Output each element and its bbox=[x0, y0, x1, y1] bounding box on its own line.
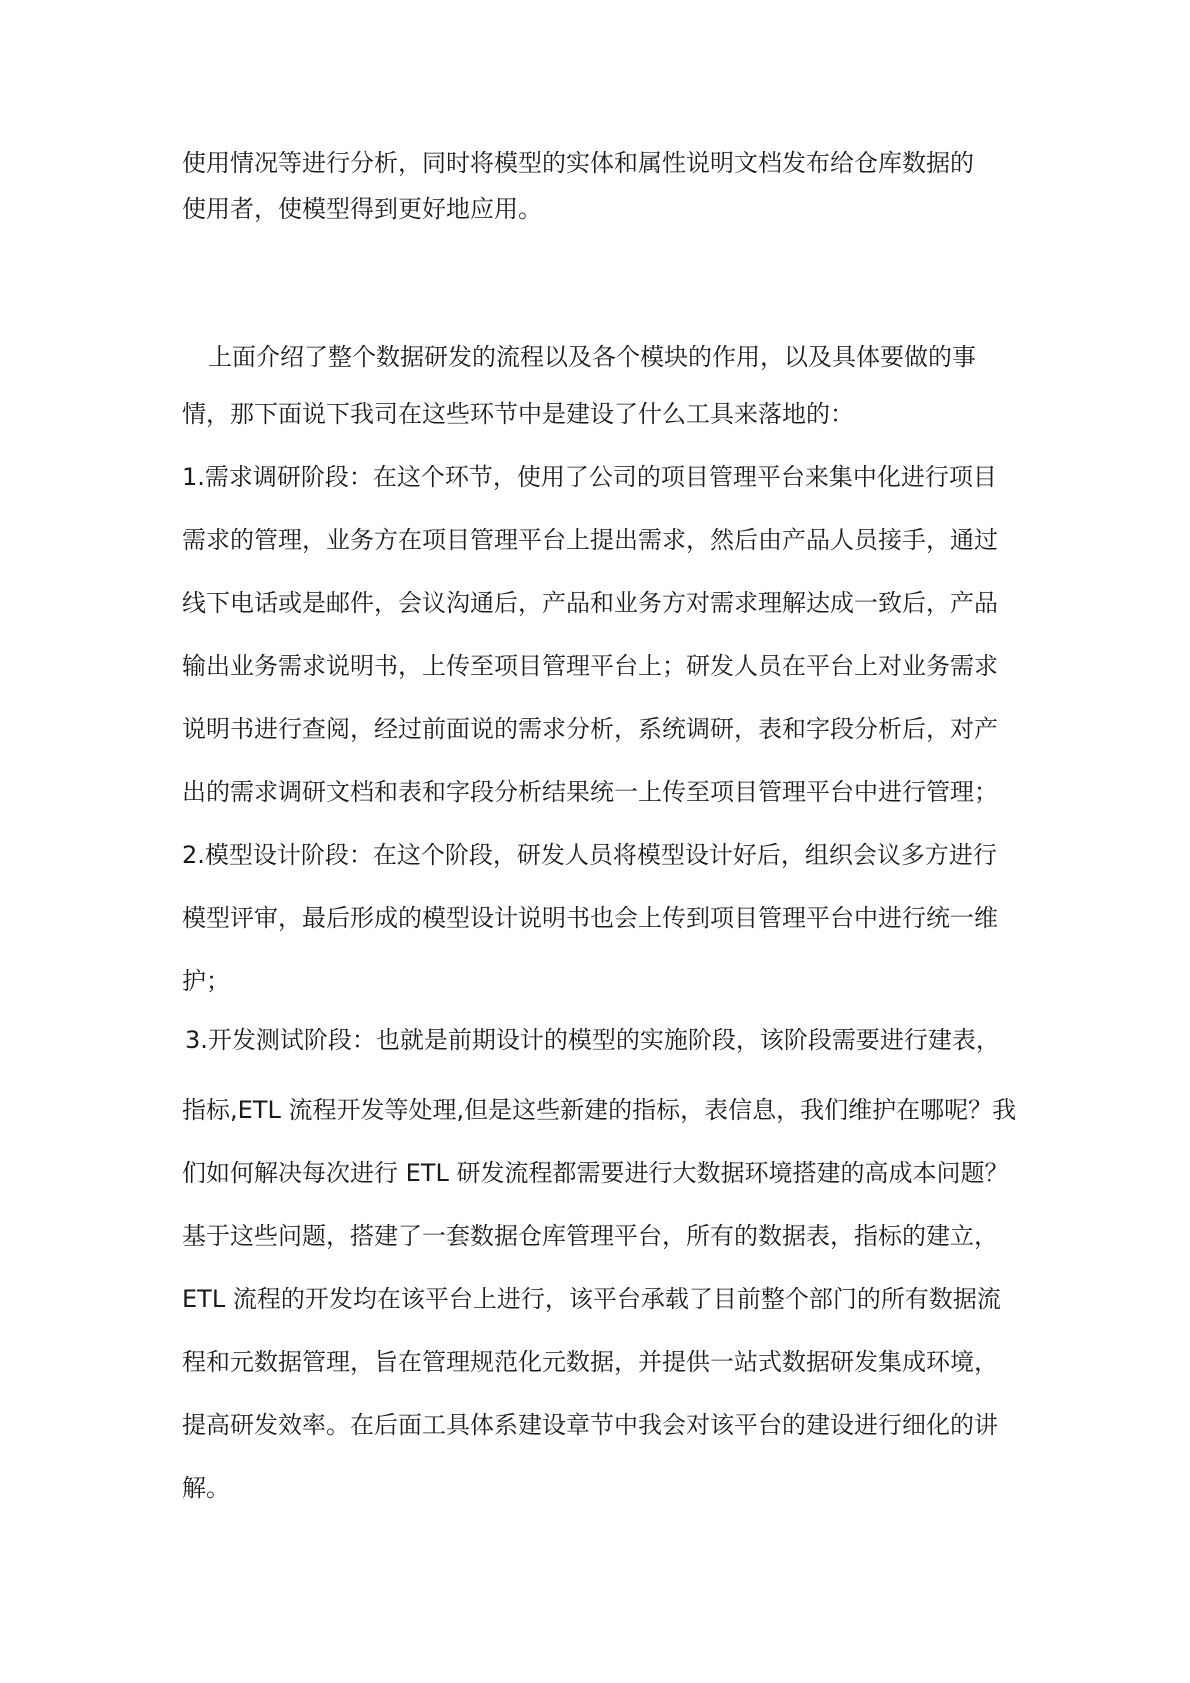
paragraph-line: 1.需求调研阶段：在这个环节，使用了公司的项目管理平台来集中化进行项目 bbox=[182, 463, 997, 491]
paragraph-line: 提高研发效率。在后面工具体系建设章节中我会对该平台的建设进行细化的讲 bbox=[182, 1411, 998, 1439]
paragraph-line: 护； bbox=[182, 967, 230, 995]
paragraph-line: 指标,ETL 流程开发等处理,但是这些新建的指标，表信息，我们维护在哪呢？我 bbox=[182, 1096, 1017, 1124]
paragraph-line: 需求的管理，业务方在项目管理平台上提出需求，然后由产品人员接手，通过 bbox=[182, 526, 998, 554]
paragraph-line: 解。 bbox=[182, 1474, 230, 1502]
paragraph-line: 情，那下面说下我司在这些环节中是建设了什么工具来落地的： bbox=[182, 400, 854, 428]
paragraph-line: 们如何解决每次进行 ETL 研发流程都需要进行大数据环境搭建的高成本问题？ bbox=[182, 1159, 1009, 1187]
paragraph-line: 线下电话或是邮件，会议沟通后，产品和业务方对需求理解达成一致后，产品 bbox=[182, 589, 998, 617]
paragraph-line: 3.开发测试阶段：也就是前期设计的模型的实施阶段，该阶段需要进行建表， bbox=[185, 1026, 1000, 1054]
paragraph-line: 基于这些问题，搭建了一套数据仓库管理平台，所有的数据表，指标的建立， bbox=[182, 1222, 998, 1250]
paragraph-line: 模型评审，最后形成的模型设计说明书也会上传到项目管理平台中进行统一维 bbox=[182, 904, 998, 932]
paragraph-line: 2.模型设计阶段：在这个阶段，研发人员将模型设计好后，组织会议多方进行 bbox=[182, 841, 997, 869]
paragraph-line: 输出业务需求说明书，上传至项目管理平台上；研发人员在平台上对业务需求 bbox=[182, 652, 998, 680]
paragraph-line: 使用情况等进行分析，同时将模型的实体和属性说明文档发布给仓库数据的 bbox=[182, 149, 974, 177]
paragraph-line: 程和元数据管理，旨在管理规范化元数据，并提供一站式数据研发集成环境， bbox=[182, 1348, 998, 1376]
paragraph-line: 上面介绍了整个数据研发的流程以及各个模块的作用，以及具体要做的事 bbox=[208, 343, 976, 371]
paragraph-line: 出的需求调研文档和表和字段分析结果统一上传至项目管理平台中进行管理； bbox=[182, 778, 998, 806]
paragraph-line: 说明书进行查阅，经过前面说的需求分析，系统调研，表和字段分析后，对产 bbox=[182, 715, 998, 743]
paragraph-line: ETL 流程的开发均在该平台上进行，该平台承载了目前整个部门的所有数据流 bbox=[182, 1285, 1001, 1313]
paragraph-line: 使用者，使模型得到更好地应用。 bbox=[182, 195, 542, 223]
